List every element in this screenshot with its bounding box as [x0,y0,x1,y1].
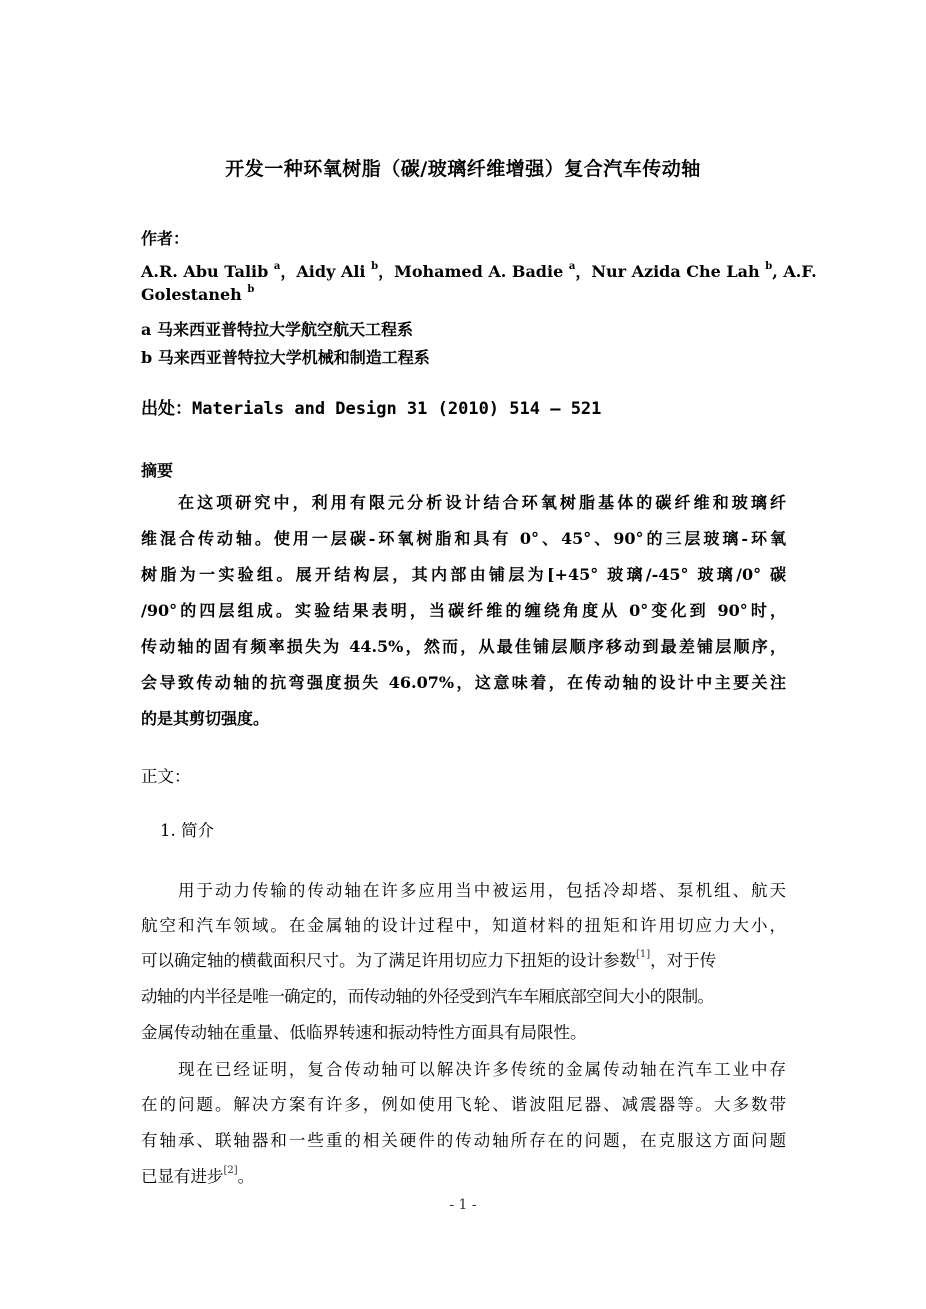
paragraph-line: 动轴的内半径是唯一确定的，而传动轴的外径受到汽车车厢底部空间大小的限制。 [141,987,714,1006]
author-name: Nur Azida Che Lah [591,262,760,281]
author-name: Golestaneh [141,285,242,304]
authors-line-2 [141,285,254,304]
paragraph-line: 用于动力传输的传动轴在许多应用当中被运用，包括冷却塔、泵机组、航天 [178,881,786,900]
abstract-line: 维混合传动轴。使用一层碳-环氧树脂和具有 0°、45°、90°的三层玻璃-环氧 [141,529,786,548]
paragraph-line: 已显有进步[2]。 [141,1165,255,1186]
paragraph-line: 金属传动轴在重量、低临界转速和振动特性方面具有局限性。 [141,1023,587,1042]
author-affiliation-mark: a [273,261,281,272]
author-affiliation-mark: b [765,261,773,272]
abstract-line: /90°的四层组成。实验结果表明，当碳纤维的缠绕角度从 0°变化到 90°时， [141,601,786,620]
authors-line-1: A.R. Abu Talib $^a$，Aidy Ali $^b$，Mohamed A. Badie $^a$，Nur Azida Che Lah $^b$, A.F. [141,261,817,281]
author-name: A.F. [783,262,817,281]
source-citation: Materials and Design 31 (2010) 514 – 521 [192,399,602,419]
author-affiliation-mark: b [371,261,379,272]
abstract-line: 的是其剪切强度。 [141,709,270,728]
affiliation-a: a 马来西亚普特拉大学航空航天工程系 [141,320,413,339]
author-affiliation-mark: a [568,261,576,272]
body-label: 正文： [141,767,191,786]
paragraph-line: 有轴承、联轴器和一些重的相关硬件的传动轴所存在的问题，在克服这方面问题 [141,1131,786,1150]
page-number: - 1 - [449,1197,477,1213]
authors-heading: 作者： [141,229,190,248]
abstract-line: 在这项研究中，利用有限元分析设计结合环氧树脂基体的碳纤维和玻璃纤 [178,493,786,512]
document-title: 开发一种环氧树脂（碳/玻璃纤维增强）复合汽车传动轴 [225,158,701,180]
section-heading: 1. 简介 [160,821,214,840]
source-label: 出处： [141,399,192,419]
author-name: A.R. Abu Talib [141,262,269,281]
affiliation-b: b 马来西亚普特拉大学机械和制造工程系 [141,348,430,367]
abstract-line: 会导致传动轴的抗弯强度损失 46.07%，这意味着，在传动轴的设计中主要关注 [141,673,786,692]
abstract-heading: 摘要 [141,461,174,480]
paragraph-line: 在的问题。解决方案有许多，例如使用飞轮、谐波阻尼器、减震器等。大多数带 [141,1095,786,1114]
author-name: Mohamed A. Badie [394,262,564,281]
paragraph-line: 现在已经证明，复合传动轴可以解决许多传统的金属传动轴在汽车工业中存 [178,1060,786,1079]
citation-ref: [1] [636,949,651,960]
author-affiliation-mark: b [247,284,255,295]
source-line [141,394,601,419]
paragraph-line: 航空和汽车领域。在金属轴的设计过程中，知道材料的扭矩和许用切应力大小， [141,916,786,935]
citation-ref: [2] [223,1165,238,1176]
paragraph-line: 可以确定轴的横截面积尺寸。为了满足许用切应力下扭矩的设计参数[1]，对于传 [141,949,717,970]
author-name: Aidy Ali [296,262,366,281]
abstract-line: 传动轴的固有频率损失为 44.5%，然而，从最佳铺层顺序移动到最差铺层顺序， [141,637,786,656]
abstract-line: 树脂为一实验组。展开结构层，其内部由铺层为[+45° 玻璃/-45° 玻璃/0° 碳 [141,565,786,584]
